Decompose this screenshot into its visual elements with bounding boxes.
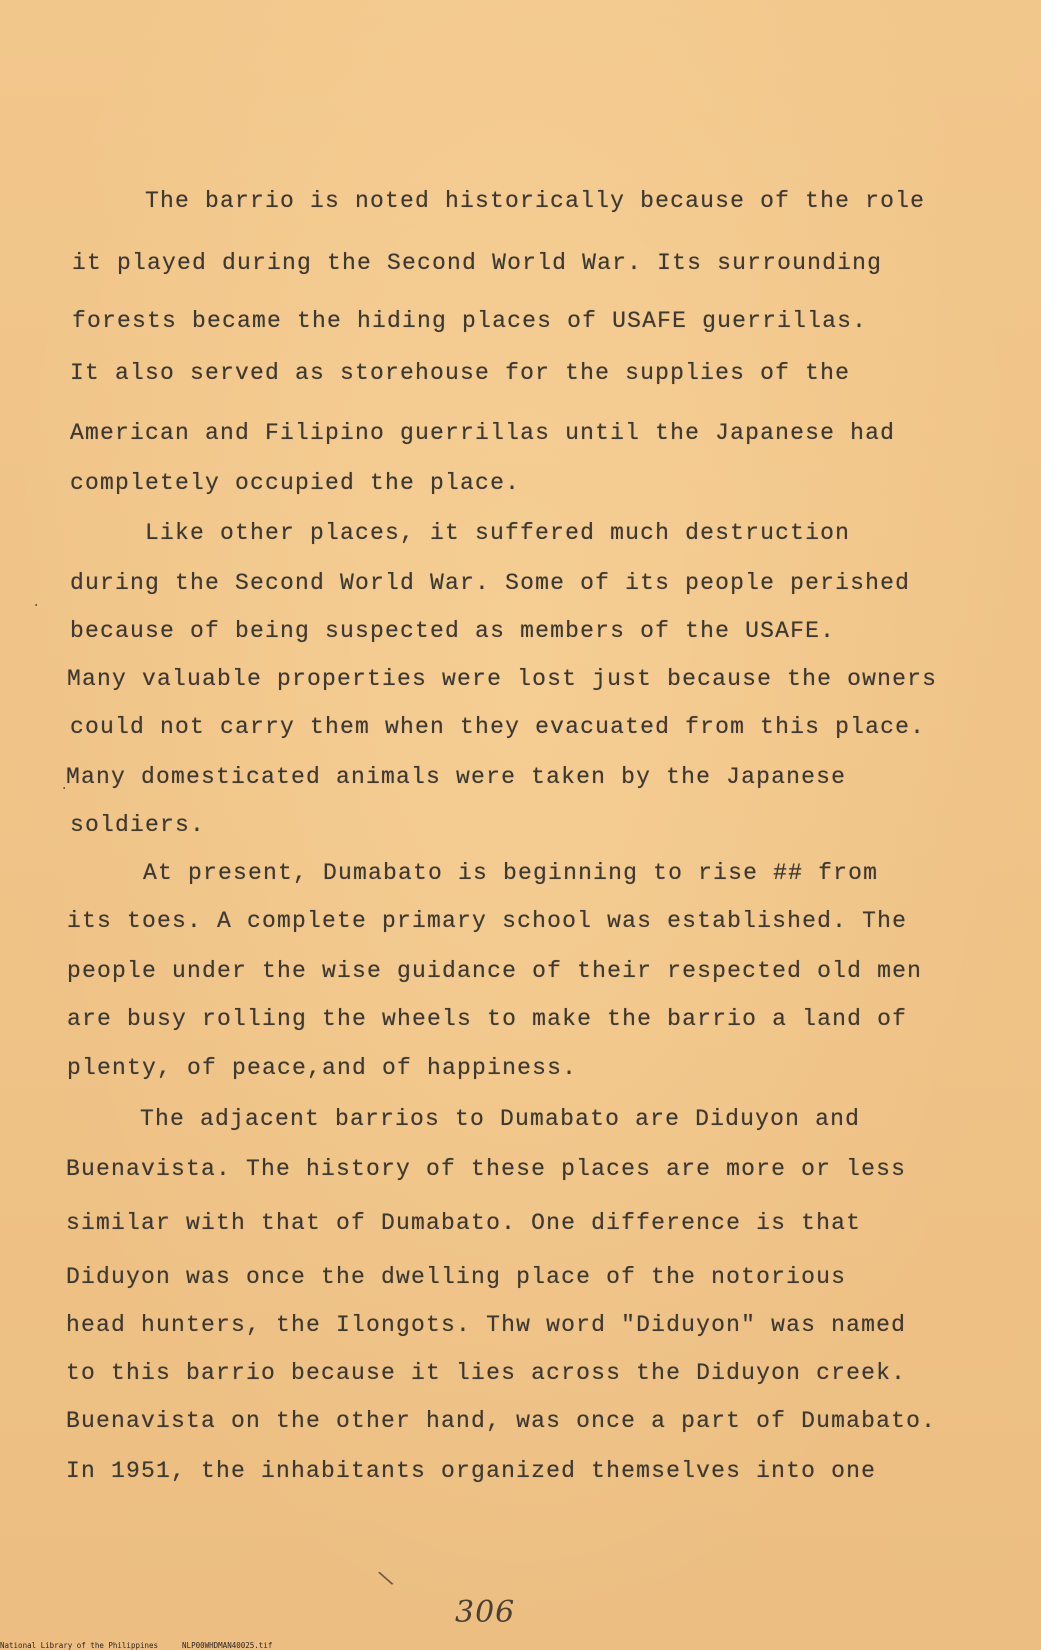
text-line: during the Second World War. Some of its people perished [70,570,911,596]
text-line: American and Filipino guerrillas until the Japanese had [70,420,896,446]
text-line: to this barrio because it lies across the Diduyon creek. [66,1360,907,1386]
text-line: its toes. A complete primary school was established. The [67,908,908,934]
stray-mark: · [32,598,41,614]
text-line: head hunters, the Ilongots. Thw word "Diduyon" was named [66,1312,907,1338]
footer-library: National Library of the Philippines [0,1641,159,1650]
text-line: people under the wise guidance of their respected old men [67,958,923,984]
text-line: similar with that of Dumabato. One difference is that [66,1210,862,1236]
text-line: It also served as storehouse for the supplies of the [70,360,851,386]
text-line: because of being suspected as members of the USAFE. [70,618,836,644]
text-line: Buenavista. The history of these places are more or less [66,1156,907,1182]
text-line: it played during the Second World War. Its surrounding [72,250,883,276]
text-line: forests became the hiding places of USAFE guerrillas. [72,308,868,334]
text-line: soldiers. [70,812,206,838]
text-line: Many valuable properties were lost just because the owners [67,666,938,692]
text-line: plenty, of peace,and of happiness. [67,1055,578,1081]
stray-mark: . [60,778,69,794]
text-line: completely occupied the place. [70,470,521,496]
scan-footer [0,1641,272,1650]
text-line: In 1951, the inhabitants organized themselves into one [66,1458,877,1484]
text-line: The adjacent barrios to Dumabato are Diduyon and [140,1106,861,1132]
text-line: Diduyon was once the dwelling place of the notorious [66,1264,847,1290]
footer-filename: NLP00WHDMAN40025.tif [182,1641,273,1650]
text-line: Like other places, it suffered much destruction [145,520,851,546]
text-line: Many domesticated animals were taken by the Japanese [66,764,847,790]
text-line: At present, Dumabato is beginning to rise ## from [143,860,879,886]
text-line: could not carry them when they evacuated from this place. [70,714,926,740]
text-line: are busy rolling the wheels to make the barrio a land of [67,1006,908,1032]
text-line: The barrio is noted historically because of the role [145,188,926,214]
stray-mark: \ [376,1566,398,1595]
page-number: 306 [455,1595,516,1630]
text-line: Buenavista on the other hand, was once a part of Dumabato. [66,1408,937,1434]
